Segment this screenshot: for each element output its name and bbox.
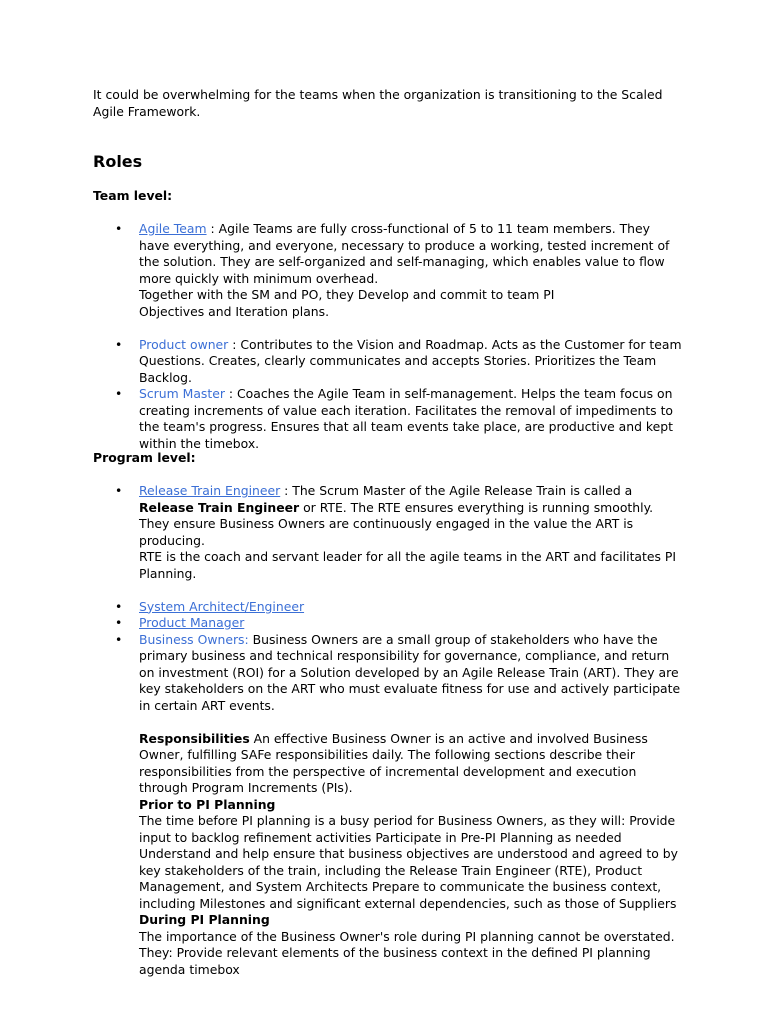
- business-owners-link[interactable]: Business Owners:: [139, 631, 253, 647]
- list-item-rte: [93, 483, 683, 599]
- during-pi-planning-label: During PI Planning: [139, 912, 270, 927]
- agile-team-link[interactable]: Agile Team: [139, 221, 207, 236]
- rte-description-cont: or RTE. The RTE ensures everything is running smoothly. They ensure Business Owners are continuously engaged in the value the ART is producing.: [139, 499, 654, 548]
- responsibilities-label: Responsibilities: [139, 730, 250, 746]
- rte-description: : The Scrum Master of the Agile Release Train is called a: [280, 483, 633, 498]
- product-owner-link[interactable]: Product owner: [139, 336, 229, 352]
- prior-pi-planning-heading: [139, 797, 683, 814]
- rte-link[interactable]: Release Train Engineer: [139, 483, 281, 498]
- team-level-label: Team level:: [93, 188, 173, 203]
- business-owners-description: Business Owners are a small group of stakeholders who have the primary business and technical responsibility for governance, compliance, and return on investment (ROI) for a Solution developed by an Agile Release Train (ART). They are key stakeholders on the ART who must evaluate fitness for use and actively participate in certain ART events.: [139, 631, 681, 713]
- scrum-master-description: : Coaches the Agile Team in self-management. Helps the team focus on creating increments of value each iteration. Facilitates the removal of impediments to the team's progress. Ensures that all team events take place, are productive and kept within the timebox.: [139, 386, 674, 451]
- list-item-agile-team: [93, 221, 683, 337]
- product-manager-link[interactable]: Product Manager: [139, 615, 245, 630]
- responsibilities-paragraph: [139, 731, 683, 797]
- prior-pi-planning-text: The time before PI planning is a busy period for Business Owners, as they will: Provide input to backlog refinement activities Participate in Pre-PI Planning as needed Understand and help ensure that business objectives are understood and agreed to by key stakeholders of the train, including the Release Train Engineer (RTE), Product Management, and System Architects Prepare to communicate the business context, including Milestones and significant external dependencies, such as those of Suppliers: [139, 813, 678, 911]
- team-level-list: [93, 221, 683, 452]
- agile-team-note: Together with the SM and PO, they Develop and commit to team PI Objectives and Iteration plans.: [139, 287, 555, 319]
- scrum-master-link[interactable]: Scrum Master: [139, 386, 225, 401]
- program-level-list: [93, 483, 683, 978]
- agile-team-description: : Agile Teams are fully cross-functional of 5 to 11 team members. They have everything, and everyone, necessary to produce a working, tested increment of the solution. They are self-organized and self-managing, which enables value to flow more quickly with minimum overhead.: [139, 221, 670, 286]
- list-item-product-owner: [93, 337, 683, 387]
- list-item-business-owners: [93, 632, 683, 979]
- rte-bold-term: Release Train Engineer: [139, 499, 300, 515]
- intro-paragraph: It could be overwhelming for the teams when the organization is transitioning to the Scaled Agile Framework.: [93, 87, 663, 119]
- product-owner-description: : Contributes to the Vision and Roadmap. Acts as the Customer for team Questions. Creates, clearly communicates and accepts Stories. Prioritizes the Team Backlog.: [139, 336, 682, 385]
- roles-heading: Roles: [93, 152, 143, 171]
- prior-pi-planning-label: Prior to PI Planning: [139, 796, 276, 812]
- responsibilities-text: An effective Business Owner is an active and involved Business Owner, fulfilling SAFe responsibilities daily. The following sections describe their responsibilities from the perspective of incremental development and execution through Program Increments (PIs).: [139, 730, 648, 795]
- rte-note: RTE is the coach and servant leader for all the agile teams in the ART and facilitates PI Planning.: [139, 549, 677, 581]
- program-level-label: Program level:: [93, 450, 196, 465]
- list-item-product-manager: [93, 615, 683, 632]
- during-pi-planning-text: The importance of the Business Owner's role during PI planning cannot be overstated. They: Provide relevant elements of the business context in the defined PI planning agenda timebox: [139, 928, 675, 977]
- system-architect-link[interactable]: System Architect/Engineer: [139, 598, 305, 614]
- list-item-scrum-master: [93, 386, 683, 452]
- list-item-system-architect: [93, 599, 683, 616]
- during-pi-planning-heading: [139, 912, 683, 929]
